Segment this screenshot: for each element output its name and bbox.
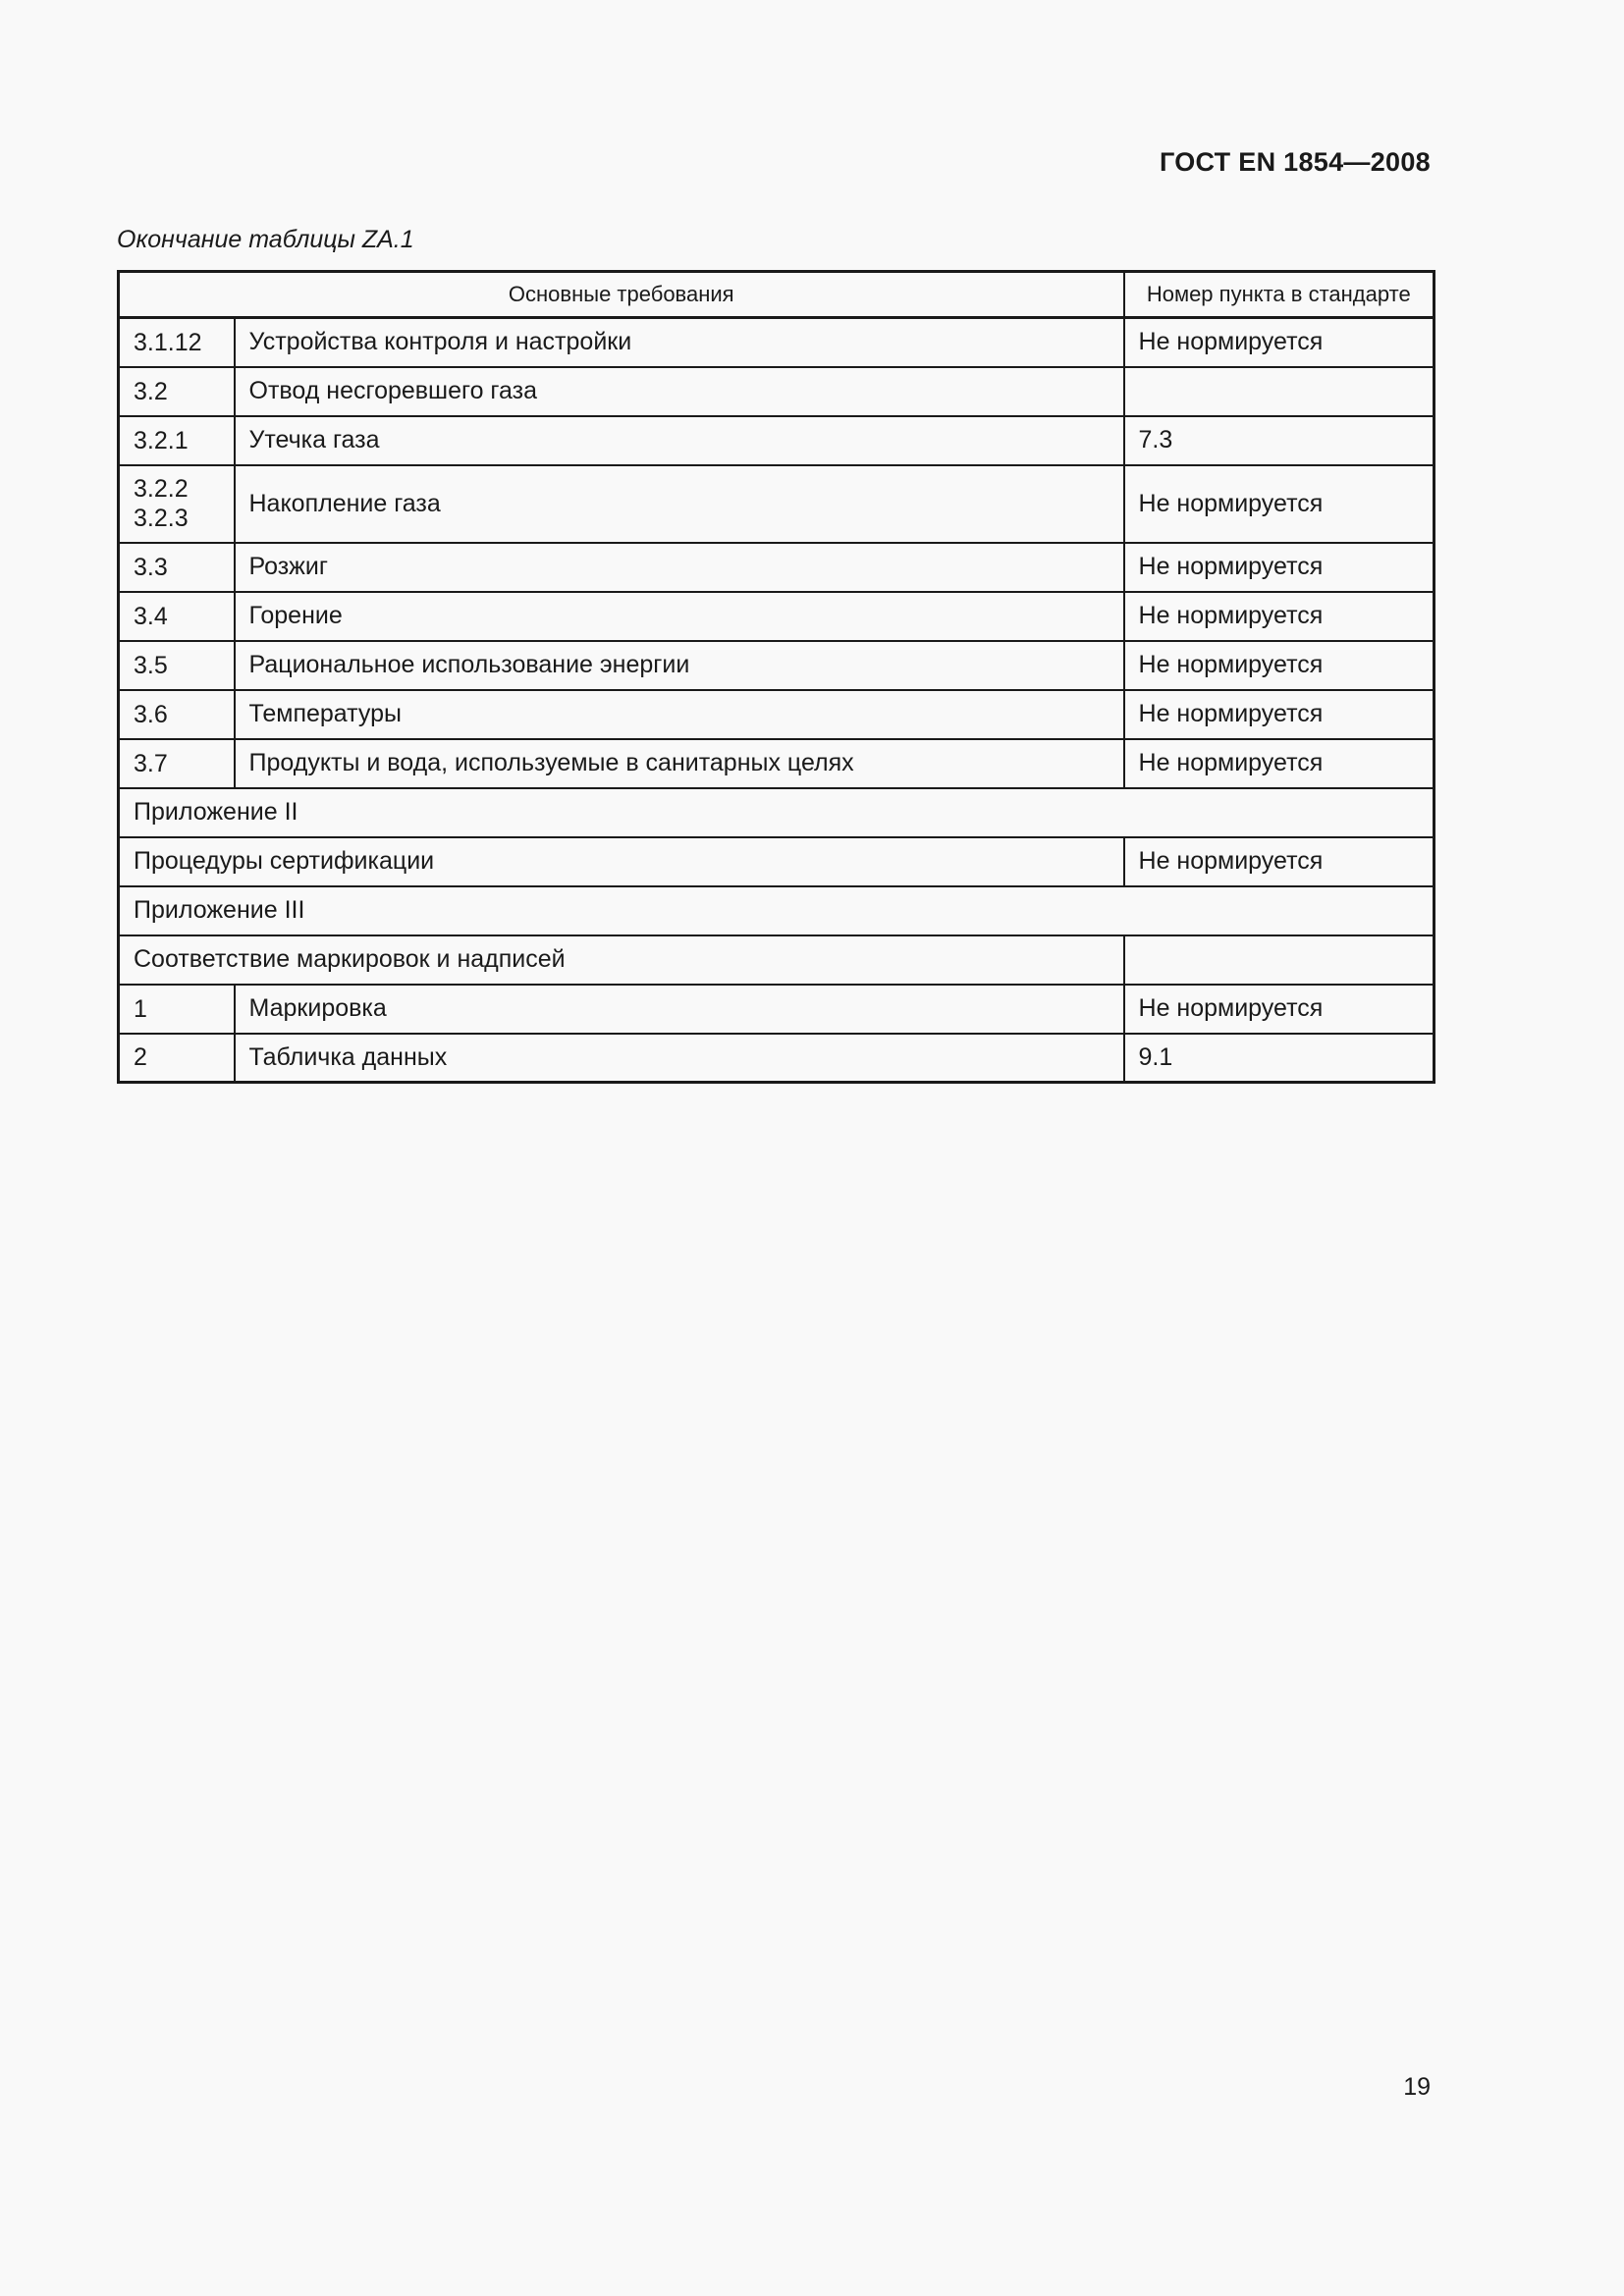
row-number-value: 3.7	[134, 749, 168, 777]
requirements-table	[117, 270, 1435, 1084]
section-label: Приложение III	[119, 886, 1435, 935]
table-row	[119, 367, 1435, 416]
row-requirement: Горение	[235, 592, 1124, 641]
table-row	[119, 1034, 1435, 1083]
row-number	[119, 641, 235, 690]
row-title: Процедуры сертификации	[119, 837, 1124, 886]
table-row	[119, 318, 1435, 367]
row-requirement: Отвод несгоревшего газа	[235, 367, 1124, 416]
table-row	[119, 739, 1435, 788]
row-requirement: Продукты и вода, используемые в санитарных целях	[235, 739, 1124, 788]
row-clause: 9.1	[1124, 1034, 1435, 1083]
table-row	[119, 935, 1435, 985]
row-requirement: Утечка газа	[235, 416, 1124, 465]
row-requirement: Маркировка	[235, 985, 1124, 1034]
row-number	[119, 985, 235, 1034]
row-number	[119, 543, 235, 592]
row-number-value: 1	[134, 994, 147, 1023]
row-clause	[1124, 367, 1435, 416]
row-clause: Не нормируется	[1124, 465, 1435, 543]
row-number-value: 2	[134, 1043, 147, 1072]
row-number-value: 3.3	[134, 553, 168, 581]
row-number-value: 3.6	[134, 700, 168, 728]
row-number-value: 3.5	[134, 651, 168, 679]
section-label: Приложение II	[119, 788, 1435, 837]
row-requirement: Рациональное использование энергии	[235, 641, 1124, 690]
header-clause: Номер пункта в стандарте	[1124, 272, 1435, 318]
table-caption: Окончание таблицы ZA.1	[117, 226, 414, 253]
header-requirements: Основные требования	[119, 272, 1124, 318]
row-number	[119, 690, 235, 739]
row-number	[119, 416, 235, 465]
row-clause: Не нормируется	[1124, 318, 1435, 367]
row-number	[119, 1034, 235, 1083]
table-row	[119, 543, 1435, 592]
row-clause: Не нормируется	[1124, 543, 1435, 592]
row-clause: Не нормируется	[1124, 641, 1435, 690]
row-clause: Не нормируется	[1124, 592, 1435, 641]
row-requirement: Розжиг	[235, 543, 1124, 592]
document-code: ГОСТ EN 1854—2008	[1159, 147, 1431, 177]
row-number	[119, 318, 235, 367]
row-title: Соответствие маркировок и надписей	[119, 935, 1124, 985]
page-number: 19	[1403, 2073, 1431, 2101]
row-requirement: Устройства контроля и настройки	[235, 318, 1124, 367]
header-row	[119, 272, 1435, 318]
row-number-value: 3.4	[134, 602, 168, 630]
table-row	[119, 465, 1435, 543]
row-clause: Не нормируется	[1124, 739, 1435, 788]
row-requirement: Табличка данных	[235, 1034, 1124, 1083]
row-clause: 7.3	[1124, 416, 1435, 465]
row-clause: Не нормируется	[1124, 985, 1435, 1034]
row-number-value: 3.2.2	[134, 475, 189, 503]
row-number	[119, 592, 235, 641]
table-header	[119, 272, 1435, 318]
row-number-value: 3.1.12	[134, 328, 202, 356]
section-row	[119, 788, 1435, 837]
table-row	[119, 641, 1435, 690]
table-row	[119, 690, 1435, 739]
row-number	[119, 739, 235, 788]
section-row	[119, 886, 1435, 935]
row-clause: Не нормируется	[1124, 690, 1435, 739]
table-row	[119, 837, 1435, 886]
table-row	[119, 985, 1435, 1034]
row-requirement: Накопление газа	[235, 465, 1124, 543]
table-body	[119, 318, 1435, 1083]
row-clause: Не нормируется	[1124, 837, 1435, 886]
table-row	[119, 416, 1435, 465]
row-number-value: 3.2.3	[134, 505, 189, 532]
row-clause	[1124, 935, 1435, 985]
table-row	[119, 592, 1435, 641]
row-number-value: 3.2	[134, 377, 168, 405]
row-number	[119, 465, 235, 543]
row-number-value: 3.2.1	[134, 426, 189, 454]
row-requirement: Температуры	[235, 690, 1124, 739]
row-number	[119, 367, 235, 416]
